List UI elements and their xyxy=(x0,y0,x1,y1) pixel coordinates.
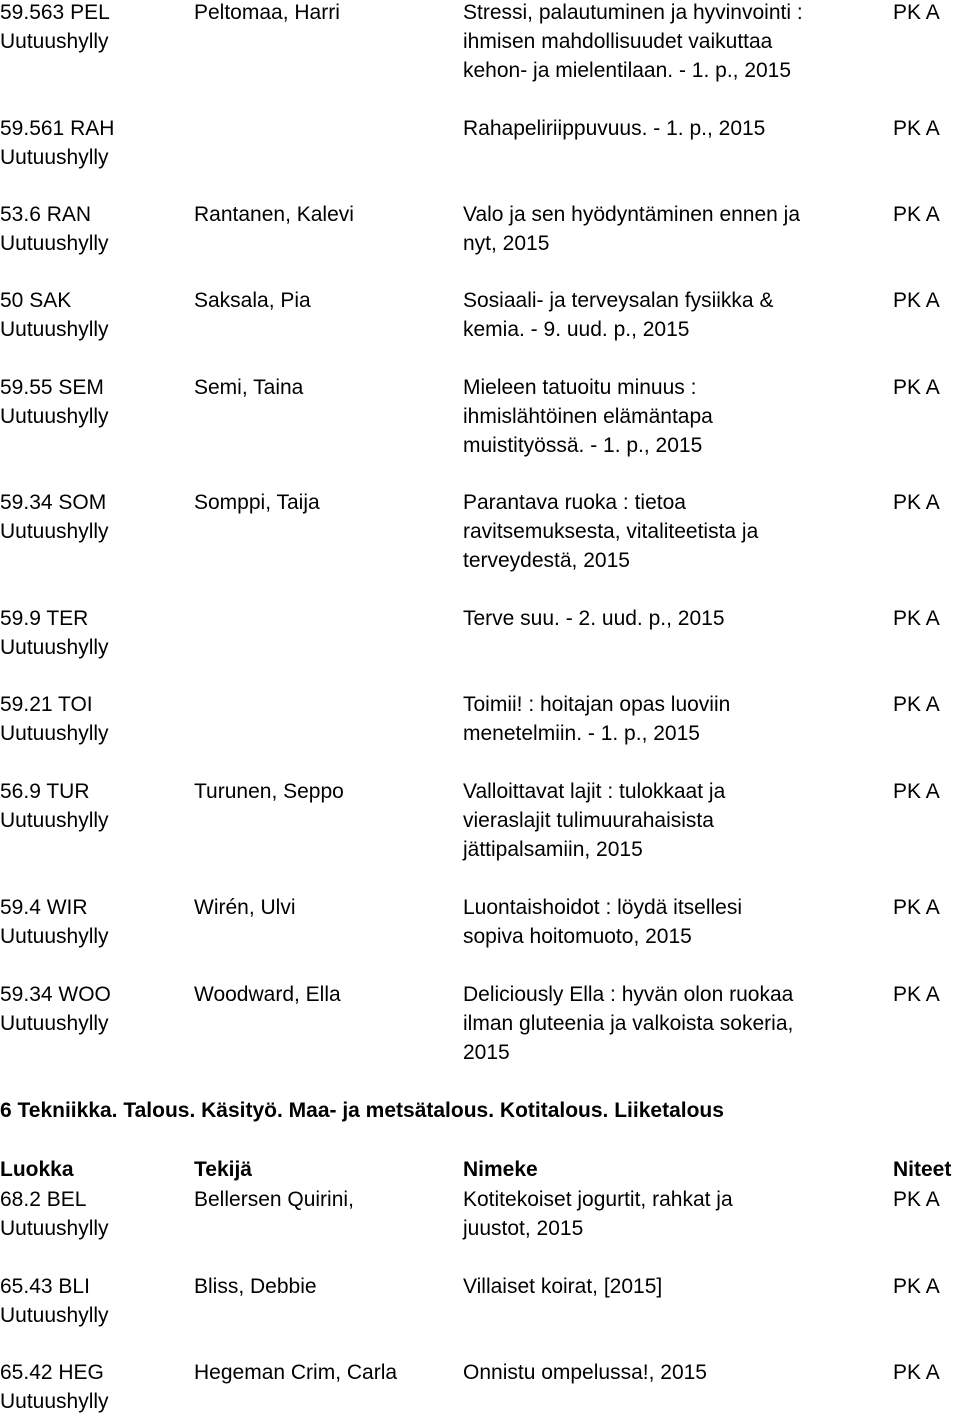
author-cell: Turunen, Seppo xyxy=(194,780,344,803)
author-cell: Bellersen Quirini, xyxy=(194,1188,354,1211)
section-heading: 6 Tekniikka. Talous. Käsityö. Maa- ja metsätalous. Kotitalous. Liiketalous xyxy=(0,1099,724,1122)
title-cell: Mieleen tatuoitu minuus : ihmislähtöinen elämäntapa muistityössä. - 1. p., 2015 xyxy=(463,376,713,457)
class-cell: 59.4 WIR Uutuushylly xyxy=(0,896,109,948)
title-cell: Rahapeliriippuvuus. - 1. p., 2015 xyxy=(463,117,766,140)
title-cell: Sosiaali- ja terveysalan fysiikka & kemia. - 9. uud. p., 2015 xyxy=(463,289,774,341)
author-cell: Semi, Taina xyxy=(194,376,304,399)
class-cell: 59.34 WOO Uutuushylly xyxy=(0,983,111,1035)
copies-cell: PK A xyxy=(893,203,940,226)
class-cell: 59.34 SOM Uutuushylly xyxy=(0,491,109,543)
author-cell: Saksala, Pia xyxy=(194,289,311,312)
title-cell: Parantava ruoka : tietoa ravitsemuksesta, vitaliteetista ja terveydestä, 2015 xyxy=(463,491,759,572)
title-cell: Onnistu ompelussa!, 2015 xyxy=(463,1361,707,1384)
class-cell: 65.42 HEG Uutuushylly xyxy=(0,1361,109,1413)
title-cell: Luontaishoidot : löydä itsellesi sopiva hoitomuoto, 2015 xyxy=(463,896,743,948)
title-cell: Kotitekoiset jogurtit, rahkat ja juustot, 2015 xyxy=(463,1188,733,1240)
author-cell: Woodward, Ella xyxy=(194,983,341,1006)
author-cell: Peltomaa, Harri xyxy=(194,1,340,24)
column-header-class: Luokka xyxy=(0,1158,74,1181)
author-cell: Bliss, Debbie xyxy=(194,1275,317,1298)
copies-cell: PK A xyxy=(893,896,940,919)
title-cell: Valo ja sen hyödyntäminen ennen ja nyt, 2015 xyxy=(463,203,801,255)
copies-cell: PK A xyxy=(893,693,940,716)
class-cell: 59.561 RAH Uutuushylly xyxy=(0,117,115,169)
title-cell: Toimii! : hoitajan opas luoviin menetelmiin. - 1. p., 2015 xyxy=(463,693,731,745)
author-cell: Wirén, Ulvi xyxy=(194,896,296,919)
class-cell: 50 SAK Uutuushylly xyxy=(0,289,109,341)
copies-cell: PK A xyxy=(893,117,940,140)
title-cell: Terve suu. - 2. uud. p., 2015 xyxy=(463,607,725,630)
copies-cell: PK A xyxy=(893,1361,940,1384)
title-cell: Valloittavat lajit : tulokkaat ja vieraslajit tulimuurahaisista jättipalsamiin, 2015 xyxy=(463,780,726,861)
column-header-author: Tekijä xyxy=(194,1158,252,1181)
class-cell: 68.2 BEL Uutuushylly xyxy=(0,1188,109,1240)
class-cell: 65.43 BLI Uutuushylly xyxy=(0,1275,109,1327)
class-cell: 59.563 PEL Uutuushylly xyxy=(0,1,110,53)
class-cell: 59.21 TOI Uutuushylly xyxy=(0,693,109,745)
copies-cell: PK A xyxy=(893,1,940,24)
copies-cell: PK A xyxy=(893,1275,940,1298)
copies-cell: PK A xyxy=(893,376,940,399)
class-cell: 59.9 TER Uutuushylly xyxy=(0,607,109,659)
author-cell: Somppi, Taija xyxy=(194,491,320,514)
title-cell: Villaiset koirat, [2015] xyxy=(463,1275,663,1298)
title-cell: Deliciously Ella : hyvän olon ruokaa ilman gluteenia ja valkoista sokeria, 2015 xyxy=(463,983,794,1064)
title-cell: Stressi, palautuminen ja hyvinvointi : ihmisen mahdollisuudet vaikuttaa kehon- ja mielentilaan. - 1. p., 2015 xyxy=(463,1,803,82)
copies-cell: PK A xyxy=(893,607,940,630)
copies-cell: PK A xyxy=(893,491,940,514)
class-cell: 53.6 RAN Uutuushylly xyxy=(0,203,109,255)
copies-cell: PK A xyxy=(893,983,940,1006)
column-header-title: Nimeke xyxy=(463,1158,538,1181)
author-cell: Hegeman Crim, Carla xyxy=(194,1361,398,1384)
copies-cell: PK A xyxy=(893,780,940,803)
author-cell: Rantanen, Kalevi xyxy=(194,203,354,226)
class-cell: 56.9 TUR Uutuushylly xyxy=(0,780,109,832)
copies-cell: PK A xyxy=(893,289,940,312)
column-header-copies: Niteet xyxy=(893,1158,952,1181)
copies-cell: PK A xyxy=(893,1188,940,1211)
class-cell: 59.55 SEM Uutuushylly xyxy=(0,376,109,428)
